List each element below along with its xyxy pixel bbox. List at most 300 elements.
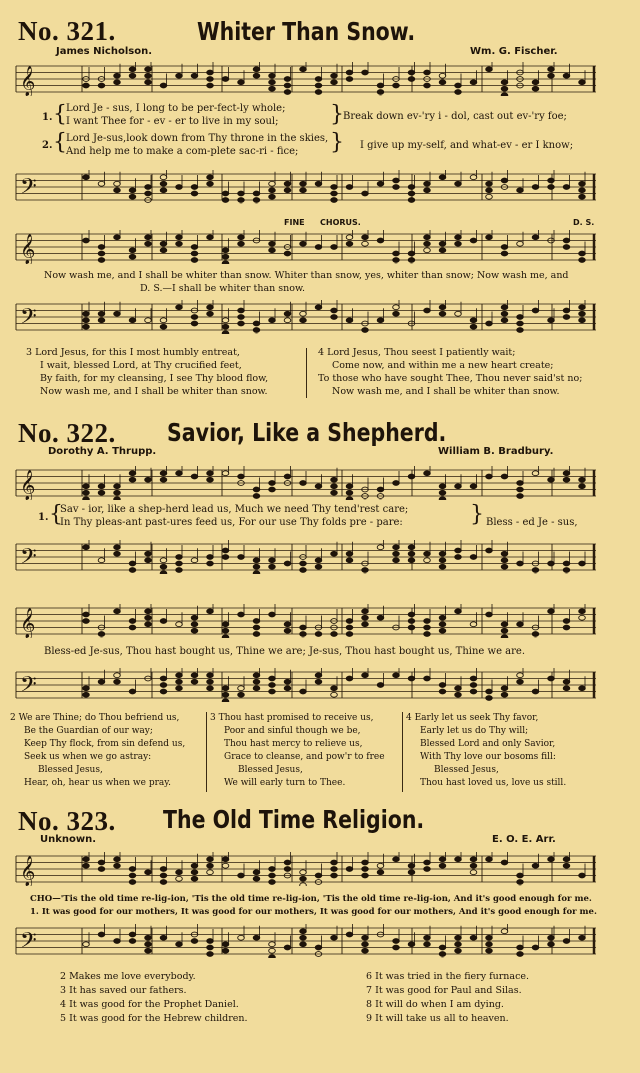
note-head [98,311,105,316]
note-head [315,245,322,250]
note-head [439,241,446,246]
note-head [439,857,446,862]
note-head [207,686,214,691]
note-head [129,194,136,199]
note-head [129,477,136,482]
note-head [191,558,198,563]
note-head [362,615,369,620]
note-head [207,311,214,316]
note-head [486,194,493,199]
hymn-322-lyric-right1: Bless - ed Je - sus, [486,517,578,528]
note-head [176,471,183,476]
note-head [501,622,508,627]
treble-clef-icon: 𝄞 [20,66,36,96]
note-head [362,860,369,865]
verse-line: 2 Makes me love everybody. [60,971,196,982]
note-head [346,241,353,246]
note-head [548,942,555,947]
note-head [160,873,167,878]
note-head [269,873,276,878]
note-head [114,497,121,500]
note-head [284,251,291,256]
note-head [579,615,586,620]
note-head [346,318,353,323]
note-head [191,245,198,250]
note-head [346,490,353,495]
note-head [470,676,477,681]
note-head [362,942,369,947]
note-head [532,86,539,91]
note-head [145,185,152,190]
treble-clef-icon: 𝄞 [20,234,36,264]
note-head [439,73,446,78]
note-head [470,863,477,868]
note-head [408,474,415,479]
note-head [408,77,415,82]
note-head [315,679,322,684]
verse-line: With Thy love our bosoms fill: [420,752,556,762]
note-head [83,692,90,697]
note-head [486,548,493,553]
note-head [145,615,152,620]
note-head [145,551,152,556]
note-head [114,551,121,556]
note-head [176,235,183,240]
note-head [439,863,446,868]
note-head [517,561,524,566]
hymn-321-lyric-right2: I give up my-self, and what-ev - er I know; [360,140,574,151]
hymn-322-title: Savior, Like a Shepherd. [167,418,447,447]
note-head [238,555,245,560]
note-head [191,185,198,190]
note-head [191,615,198,620]
note-head [129,689,136,694]
note-head [408,198,415,203]
note-head [501,474,508,479]
note-head [253,564,260,569]
note-head [517,241,524,246]
note-head [563,477,570,482]
note-head [207,561,214,566]
note-head [315,484,322,489]
note-head [129,880,136,885]
note-head [160,571,167,574]
note-head [408,863,415,868]
note-head [284,679,291,684]
note-head [300,935,307,940]
hymn-322-number: No. 322. [18,418,116,448]
note-head [284,311,291,316]
note-head [408,258,415,263]
note-head [408,870,415,875]
note-head [253,73,260,78]
hymn-321-ds-line: D. S.—I shall be whiter than snow. [140,283,306,294]
note-head [501,245,508,250]
note-head [98,679,105,684]
note-head [315,673,322,678]
note-head [393,551,400,556]
note-head [83,318,90,323]
note-head [470,689,477,694]
note-head [145,942,152,947]
note-head [176,942,183,947]
note-head [315,83,322,88]
note-head [377,863,384,868]
note-head [98,251,105,256]
note-head [455,609,462,614]
note-head [253,625,260,630]
note-head [222,548,229,553]
note-head [129,932,136,937]
note-head [114,80,121,85]
verse-line: We will early turn to Thee. [224,778,346,788]
note-head [222,635,229,638]
note-head [439,558,446,563]
note-head [486,321,493,326]
hymn-322-lyric-line2: Bless-ed Je-sus, Thou hast bought us, Thine we are; Je-sus, Thou hast bought us, Thine we are. [44,646,526,657]
note-head [269,683,276,688]
hymn-321-fine-mark: FINE [284,218,305,227]
note-head [486,857,493,862]
hymn-322-lyric-v1b: In Thy pleas-ant past-ures feed us, For our use Thy folds pre - pare: [60,517,403,528]
note-head [207,863,214,868]
hymn-322-treble-staff-2 [12,604,600,638]
note-head [362,935,369,940]
note-head [408,612,415,617]
note-head [222,261,229,264]
note-head [439,490,446,495]
note-head [455,942,462,947]
note-head [284,90,291,95]
note-head [160,248,167,253]
note-head [284,686,291,691]
note-head [176,686,183,691]
note-head [222,191,229,196]
note-head [284,188,291,193]
note-head [191,863,198,868]
note-head [393,939,400,944]
note-head [563,679,570,684]
note-head [517,880,524,885]
note-head [579,194,586,199]
note-head [408,625,415,630]
note-head [486,696,493,701]
note-head [207,609,214,614]
note-head [315,305,322,310]
note-head [222,324,229,329]
hymn-322-verses-col2 [210,712,385,790]
note-head [346,619,353,624]
hymn-323-number: No. 323. [18,806,116,836]
note-head [300,632,307,637]
note-head [176,876,183,881]
note-head [579,477,586,482]
note-head [176,555,183,560]
note-head [145,73,152,78]
hymn-321-verses-left [26,346,268,398]
note-head [207,939,214,944]
note-head [207,175,214,180]
hymn-323-title: The Old Time Religion. [163,805,425,834]
note-head [393,311,400,316]
verse-line: Grace to cleanse, and pow'r to free [224,752,385,762]
note-head [300,942,307,947]
note-head [83,612,90,617]
note-head [470,80,477,85]
note-head [284,77,291,82]
note-head [408,619,415,624]
note-head [176,561,183,566]
hymn-321-lyric-v2a: Lord Je-sus,look down from Thy throne in the skies, [66,133,329,144]
verse-line: 9 It will take us all to heaven. [366,1013,509,1024]
note-head [207,77,214,82]
note-head [563,863,570,868]
note-head [114,490,121,495]
verse-line: 7 It was good for Paul and Silas. [366,985,522,996]
note-head [439,311,446,316]
note-head [145,235,152,240]
note-head [300,568,307,573]
note-head [129,188,136,193]
note-head [470,870,477,875]
note-head [362,70,369,75]
verse-line: 4 Lord Jesus, Thou seest I patiently wait; [318,347,516,358]
note-head [222,331,229,334]
note-head [83,238,90,243]
note-head [470,484,477,489]
note-head [83,942,90,947]
verse-line: 6 It was tried in the fiery furnace. [366,971,530,982]
note-head [207,945,214,950]
note-head [207,679,214,684]
note-head [83,311,90,316]
note-head [579,80,586,85]
note-head [470,324,477,329]
hymn-323-lyric-v1: 1. It was good for our mothers, It was good for our mothers, It was good for our mothers, And it's good enough for me. [30,907,597,917]
note-head [238,191,245,196]
note-head [129,561,136,566]
note-head [207,181,214,186]
note-head [346,484,353,489]
note-head [83,490,90,495]
note-head [346,70,353,75]
note-head [579,251,586,256]
note-head [300,318,307,323]
note-head [362,609,369,614]
note-head [83,619,90,624]
lyric-brace: } [330,130,344,155]
hymn-323-lyricist: Unknown. [40,834,97,845]
note-head [253,673,260,678]
note-head [455,484,462,489]
note-head [145,67,152,72]
note-head [207,235,214,240]
note-head [501,628,508,633]
note-head [145,870,152,875]
note-head [98,484,105,489]
note-head [501,558,508,563]
hymn-321-treble-staff-1 [12,62,600,96]
note-head [548,857,555,862]
note-head [424,942,431,947]
note-head [176,679,183,684]
note-head [222,686,229,691]
note-head [222,318,229,323]
note-head [83,863,90,868]
note-head [269,73,276,78]
note-head [331,185,338,190]
note-head [331,191,338,196]
note-head [98,318,105,323]
note-head [129,867,136,872]
treble-clef-icon: 𝄞 [20,470,36,500]
note-head [269,564,276,569]
note-head [114,863,121,868]
note-head [501,692,508,697]
verse-line: 4 Early let us seek Thy favor, [406,713,539,723]
note-head [563,619,570,624]
note-head [284,181,291,186]
note-head [176,305,183,310]
note-head [439,305,446,310]
note-head [284,83,291,88]
note-head [501,305,508,310]
note-head [331,686,338,691]
note-head [191,258,198,263]
note-head [393,258,400,263]
note-head [377,90,384,95]
note-head [269,955,276,958]
note-head [269,948,276,953]
note-head [253,558,260,563]
note-head [222,863,229,868]
note-head [207,857,214,862]
note-head [362,568,369,573]
note-head [424,558,431,563]
note-head [548,935,555,940]
note-head [501,635,508,638]
note-head [408,70,415,75]
note-head [222,857,229,862]
hymn-321-lyric-right1: Break down ev-'ry i - dol, cast out ev-'ry foe; [343,111,567,122]
note-head [114,545,121,550]
note-head [114,857,121,862]
note-head [160,558,167,563]
note-head [331,73,338,78]
verse-line: 3 Lord Jesus, for this I most humbly entreat, [26,347,240,358]
note-head [424,632,431,637]
note-head [470,622,477,627]
note-head [191,876,198,881]
note-head [207,471,214,476]
note-head [377,238,384,243]
note-head [563,686,570,691]
verse-line: Thou hast mercy to relieve us, [224,739,363,749]
note-head [331,873,338,878]
note-head [331,484,338,489]
note-head [269,880,276,885]
note-head [579,258,586,263]
note-head [501,318,508,323]
hymn-322-verses-col1 [10,712,185,790]
note-head [346,551,353,556]
note-head [253,571,260,574]
note-head [517,622,524,627]
note-head [455,90,462,95]
note-head [517,315,524,320]
note-head [501,251,508,256]
note-head [408,191,415,196]
note-head [145,622,152,627]
note-head [269,86,276,91]
note-head [362,873,369,878]
note-head [439,484,446,489]
note-head [362,622,369,627]
note-head [191,73,198,78]
note-head [269,194,276,199]
note-head [145,609,152,614]
note-head [145,80,152,85]
note-head [579,484,586,489]
note-head [191,622,198,627]
note-head [145,477,152,482]
note-head [145,318,152,323]
note-head [300,883,307,886]
note-head [176,568,183,573]
note-head [455,948,462,953]
note-head [269,248,276,253]
note-head [269,867,276,872]
note-head [439,689,446,694]
note-head [439,551,446,556]
hymn-321-lyric-v1b: I want Thee for - ev - er to live in my soul; [66,116,279,127]
verse-line: I wait, blessed Lord, at Thy crucified feet, [40,360,242,371]
note-head [83,324,90,329]
note-head [253,198,260,203]
note-head [253,679,260,684]
note-head [253,67,260,72]
note-head [548,609,555,614]
note-head [393,558,400,563]
note-head [532,308,539,313]
note-head [222,254,229,259]
note-head [424,676,431,681]
note-head [253,487,260,492]
note-head [346,676,353,681]
note-head [160,880,167,885]
note-head [455,686,462,691]
treble-clef-icon: 𝄞 [20,608,36,638]
note-head [284,867,291,872]
note-head [579,311,586,316]
note-head [300,241,307,246]
note-head [222,622,229,627]
note-head [269,942,276,947]
note-head [331,198,338,203]
note-head [98,632,105,637]
note-head [486,67,493,72]
note-head [548,318,555,323]
note-head [517,188,524,193]
note-head [331,551,338,556]
lyric-brace: { [49,502,63,527]
verse-line: 3 Thou hast promised to receive us, [210,713,374,723]
note-head [424,188,431,193]
note-head [331,477,338,482]
note-head [517,494,524,499]
note-head [548,67,555,72]
note-head [377,83,384,88]
